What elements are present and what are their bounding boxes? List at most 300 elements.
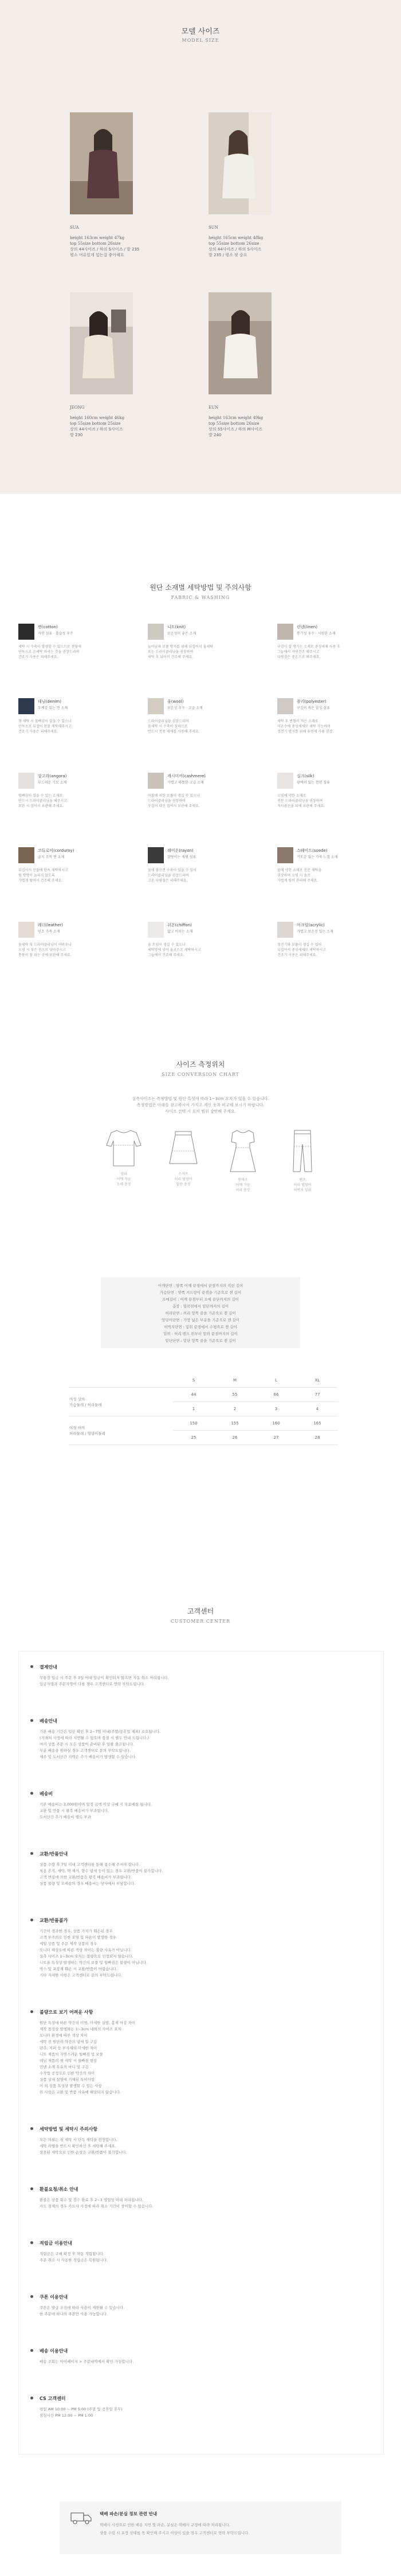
cs-policy-body: [40, 2020, 360, 2096]
cs-policy-line: 교환 및 반품 시 왕복 배송비가 부과됩니다.: [40, 1808, 109, 1813]
cs-policy-line: 원단 특성에 따른 약간의 이염, 미세한 실밥, 봉제 마감 차이: [40, 2021, 136, 2025]
garment-measure: 허리 엉덩이: [174, 1177, 192, 1181]
fabric-description-line: 단독으로 손세탁 하시는 것을 권장드리며: [18, 650, 80, 654]
pants-illustration: [284, 1128, 321, 1174]
size-intro-line: 실측사이즈는 측정방법 및 원단 특성에 따라 1~3cm 오차가 있을 수 있습니다.: [132, 1097, 269, 1101]
fabric-summary: 골지 조직 면 소재: [38, 855, 65, 859]
cs-policy-item: [40, 2294, 360, 2317]
fabric-summary: 부드러운 기모 소재: [38, 781, 67, 785]
fabric-description-line: 그늘에서 건조해 주세요.: [148, 953, 184, 957]
cs-policy-item: [40, 1851, 360, 1887]
size-table-cell: [69, 1373, 173, 1388]
garment-skirt-diagram: [160, 1128, 206, 1187]
cs-policy-title: 환불요청/취소 안내: [40, 2187, 78, 2192]
fabric-description-line: 마찰에 의한 보풀이 생길 수 있으니: [148, 794, 200, 798]
model-size-section: [0, 0, 401, 494]
model-card: [70, 112, 205, 258]
fabric-description-line: 털빠짐이 있을 수 있는 소재로: [18, 794, 63, 798]
fabric-description: [18, 793, 121, 809]
size-table-cell: 2: [214, 1402, 255, 1416]
cs-policy-line: 점심시간 PM 12:00 ~ PM 1:00: [40, 2413, 93, 2418]
cs-policy-line: 환불은 상품 회수 및 검수 완료 후 2~3 영업일 이내 처리됩니다.: [40, 2198, 143, 2202]
cs-policy-line: 기간이 경과한 경우, 상품 가치가 훼손된 경우: [40, 1929, 113, 1933]
cs-policy-body: [40, 2359, 360, 2365]
size-table-cell: 160: [255, 1416, 297, 1431]
cs-policy-line: 상품 상세 설명에 기재된 특이사항: [40, 2077, 95, 2082]
model-card: [70, 292, 205, 438]
fabric-description: [148, 793, 251, 809]
cs-policy-line: 박스 및 포장재 훼손 시 교환/반품이 어렵습니다.: [40, 1967, 117, 1971]
cs-policy-line: 주문 취소 시 사용한 적립금은 복원됩니다.: [40, 2258, 108, 2262]
fabric-description-line: 물에 약한 소재로 전문 세탁을: [277, 868, 322, 872]
fabric-description: [148, 644, 251, 660]
fabric-name: 실크(silk): [297, 774, 314, 778]
fabric-summary: 얇고 비치는 소재: [167, 930, 193, 934]
cs-policy-item: [40, 1791, 360, 1821]
fabric-description: [148, 719, 251, 734]
fabric-swatch: [277, 922, 293, 938]
size-table-cell: L: [255, 1373, 297, 1388]
model-section-subtitle: MODEL SIZE: [182, 38, 219, 43]
measurement-guide-line: 밑위 : 허리 밴드 위부터 밑위 끝점까지의 길이: [163, 1332, 238, 1336]
fabric-description: [18, 868, 121, 883]
fabric-swatch: [18, 922, 34, 938]
fabric-item: [277, 922, 380, 977]
cs-policy-line: 세탁 라벨을 반드시 확인하신 후 세탁해 주세요.: [40, 2144, 116, 2148]
size-table-cell: S: [173, 1373, 214, 1388]
fabric-description: [277, 644, 380, 660]
garment-measure: 허리 총장: [235, 1188, 250, 1192]
fabric-summary: 구김이 적은 합성 섬유: [297, 706, 330, 710]
fabric-description-line: 첫 세탁 시 물빠짐이 있을 수 있으니: [18, 719, 72, 723]
fabric-description-line: 통풍이 잘 되는 곳에 보관해 주세요.: [18, 953, 72, 957]
bullet-icon: [30, 2397, 33, 2399]
cs-policy-line: 기본 배송 기간은 입금 확인 후 2~7일 이내(주말/공휴일 제외) 소요됩니다.: [40, 1729, 161, 1734]
fabric-description-line: 늘어남과 보풀 방지를 위해 뒤집어서 울세탁: [148, 645, 213, 649]
fabric-description: [18, 719, 121, 734]
cs-policy-line: 이 외 상품 특성상 발생할 수 있는 사항: [40, 2084, 102, 2088]
cs-policy-line: 단추, 지퍼 등 부자재의 미세한 차이: [40, 2046, 97, 2050]
cs-policy-line: 데님 제품의 첫 세탁 시 물빠짐 현상: [40, 2058, 97, 2063]
fabric-description: [277, 719, 380, 734]
model-spec: 상의 44사이즈 / 하의 S사이즈 / 발 235: [70, 247, 140, 252]
model-spec: top 55size bottom 26size: [70, 241, 121, 246]
fabric-swatch: [148, 698, 164, 714]
garment-measure: 어깨 가슴: [116, 1177, 131, 1181]
model-card: [209, 292, 344, 438]
size-table-cell: 165: [297, 1416, 338, 1431]
fabric-swatch: [148, 773, 164, 789]
top-illustration: [105, 1128, 142, 1168]
cs-section-subtitle: CUSTOMER CENTER: [171, 1619, 230, 1624]
fabric-item: [277, 847, 380, 902]
fabric-name: 면(cotton): [38, 625, 58, 629]
model-spec: 발 235 / 평소 핏 중요: [209, 253, 247, 257]
cs-policy-line: 무통장 입금 시 주문 후 3일 이내 입금이 확인되지 않으면 자동 취소 처리됩니다.: [40, 1675, 169, 1680]
cs-policy-title: 배송비: [40, 1791, 53, 1796]
delivery-notice-line: 택배사 사정으로 인한 배송 지연 및 파손, 분실은 택배사 규정에 따라 처리됩니다.: [100, 2523, 230, 2527]
garment-caption: [220, 1177, 266, 1193]
cs-policy-line: 카드 결제의 경우 카드사 사정에 따라 취소 기간이 상이할 수 있습니다.: [40, 2204, 154, 2209]
cs-policy-line: 상품 수령 후 7일 이내 고객센터를 통해 접수해 주셔야 합니다.: [40, 1862, 140, 1867]
measurement-guide-line: 허벅지단면 : 밑위 끝점에서 수평으로 잰 길이: [164, 1325, 237, 1329]
model-spec: height 163cm weight 49kg: [209, 416, 264, 420]
bullet-icon: [30, 1919, 33, 1921]
fabric-swatch: [148, 624, 164, 640]
fabric-swatch: [148, 847, 164, 863]
model-photo: [209, 112, 272, 214]
garment-caption: [160, 1172, 206, 1187]
fabric-description: [18, 942, 121, 958]
size-table-cell: 55: [214, 1388, 255, 1402]
fabric-swatch: [277, 773, 293, 789]
size-section-subtitle: SIZE CONVERSION CHART: [162, 1072, 239, 1077]
fabric-description-line: 세탁 후 변형이 적은 소재로: [277, 719, 319, 723]
model-spec: top 55size bottom 26size: [209, 421, 260, 426]
size-table-cell: XL: [297, 1373, 338, 1388]
size-table-cell: 27: [255, 1431, 297, 1445]
cs-policy-line: 실측 사이즈 1~3cm 오차는 불량으로 인정되지 않습니다.: [40, 1954, 133, 1959]
garment-top-diagram: [101, 1128, 147, 1187]
fabric-name: 데님(denim): [38, 699, 61, 704]
cs-policy-line: 세일 상품 및 주문 제작 상품의 경우: [40, 1941, 97, 1946]
fabric-description-line: 그늘에서 자연건조 해주시고: [277, 650, 320, 654]
garment-label: 상의: [120, 1172, 127, 1176]
model-spec: height 160cm weight 46kg: [70, 416, 125, 420]
fabric-description-line: 털 방향이 눌리지 않도록: [18, 874, 55, 878]
fabric-description-line: 반드시 전용 세제를 사용해 주세요.: [148, 730, 200, 734]
fabric-description-line: 정전기 방지를 위해 유연제 사용 권장.: [277, 730, 334, 734]
fabric-description-line: 오염 시 젖은 천으로 닦아주시고: [18, 948, 66, 952]
fabric-summary: 자연 섬유 · 흡습성 우수: [38, 632, 73, 636]
cs-policy-title: 배송 이용안내: [40, 2348, 68, 2354]
size-table-cell: 3: [255, 1402, 297, 1416]
fabric-section-title: 원단 소재별 세탁방법 및 주의사항: [150, 584, 251, 592]
fabric-description-line: 세탁 시 수축이 발생할 수 있으므로 찬물에: [18, 645, 81, 649]
fabric-description-line: 다림질은 중온으로 해주세요.: [277, 655, 321, 659]
fabric-item: [18, 847, 121, 902]
cs-policy-item: [40, 1664, 360, 1688]
cs-policy-line: 입금자명과 주문자명이 다를 경우 고객센터로 연락 부탁드립니다.: [40, 1682, 145, 1686]
fabric-description-line: 가볍게 털어 관리해 주세요.: [277, 879, 319, 883]
size-group-desc: 허리둘레 / 엉덩이둘레: [69, 1431, 105, 1436]
model-spec: 상의 44사이즈 / 하의 S사이즈: [70, 427, 123, 432]
bullet-icon: [30, 2349, 33, 2352]
cs-policy-title: 교환/반품불가: [40, 1918, 68, 1923]
cs-policy-title: 결제안내: [40, 1665, 57, 1670]
size-table-row: [69, 1388, 338, 1402]
model-spec: top 55size bottom 25size: [70, 421, 121, 426]
fabric-summary: 가볍고 따뜻한 고급 소재: [167, 781, 204, 785]
model-photo: [70, 292, 133, 394]
fabric-item: [18, 922, 121, 977]
customer-center-box: [18, 1651, 384, 2454]
cs-policy-line: 세탁 전 원단의 약간의 냄새 및 구김: [40, 2039, 97, 2044]
fabric-description-line: 드라이클리닝을 권장하며: [148, 799, 186, 803]
fabric-description: [18, 644, 121, 660]
cs-policy-line: 상품 불량 및 오배송의 경우 배송비는 당사에서 부담합니다.: [40, 1881, 136, 1886]
cs-policy-line: 배송 조회는 마이페이지 > 주문내역에서 확인 가능합니다.: [40, 2359, 134, 2364]
fabric-description-line: 물에 닿으면 수축이 있을 수 있어: [148, 868, 196, 872]
cs-policy-line: 한 주문에 하나의 쿠폰만 사용 가능합니다.: [40, 2312, 108, 2316]
cs-policy-title: 쿠폰 이용안내: [40, 2295, 68, 2300]
garment-caption: [101, 1172, 147, 1187]
cs-policy-line: 여러 상품 주문 시 모든 상품이 준비된 후 일괄 출고됩니다.: [40, 1742, 135, 1747]
cs-policy-line: (거래처 사정에 따라 지연될 수 있으며 품절 시 별도 안내 드립니다.): [40, 1736, 150, 1740]
model-spec: 상의 55사이즈 / 하의 M사이즈: [209, 427, 262, 432]
fabric-summary: 보온성이 좋은 소재: [167, 632, 196, 636]
bullet-icon: [30, 2010, 33, 2013]
cs-policy-line: 모든 의류는 첫 세탁 시 단독 세탁을 권장합니다.: [40, 2137, 117, 2142]
fabric-item: [148, 624, 251, 679]
size-table-cell: 155: [214, 1416, 255, 1431]
cs-policy-line: 착용 흔적, 세탁, 택 제거, 향수 냄새 등이 있는 경우 교환/반품이 불가합니다.: [40, 1869, 163, 1873]
cs-policy-line: 쿠폰은 발급 조건에 따라 사용이 제한될 수 있습니다.: [40, 2305, 125, 2310]
measurement-guide-line: 가슴단면 : 양쪽 겨드랑이 끝점을 기준으로 잰 길이: [159, 1290, 242, 1295]
cs-policy-title: CS 고객센터: [40, 2396, 66, 2401]
measurement-guide-line: 소매길이 : 어깨 끝점부터 소매 끝단까지의 길이: [162, 1297, 239, 1302]
fabric-name: 코듀로이(corduroy): [38, 848, 74, 853]
fabric-summary: 통기성 우수 · 시원한 소재: [297, 632, 336, 636]
measurement-guide-line: 총장 : 옆목점에서 밑단까지의 길이: [172, 1304, 229, 1309]
bullet-icon: [30, 1792, 33, 1795]
fabric-name: 아크릴(acrylic): [297, 923, 325, 927]
model-spec: 상의 44사이즈 / 하의 S사이즈: [209, 247, 262, 252]
fabric-section-subtitle: FABRIC & WASHING: [171, 595, 230, 600]
cs-policy-line: 기타 자세한 사항은 고객센터로 문의 부탁드립니다.: [40, 1973, 123, 1978]
measurement-guide-box: [101, 1277, 300, 1348]
bullet-icon: [30, 2187, 33, 2190]
size-intro-line: 측정방법은 아래를 참고하시어 가지고 계신 옷과 비교해 보시기 바랍니다.: [136, 1103, 265, 1107]
fabric-summary: 가볍고 보온성 있는 소재: [297, 930, 333, 934]
fabric-item: [18, 698, 121, 753]
cs-policy-body: [40, 1802, 360, 1821]
model-card: [209, 112, 344, 258]
bullet-icon: [30, 2241, 33, 2244]
cs-policy-line: 위 사항은 교환 및 반품 사유에 해당되지 않습니다.: [40, 2090, 121, 2095]
fabric-description-line: 물세탁 시 수축이 심하므로: [148, 725, 188, 729]
cs-policy-body: [40, 2197, 360, 2210]
cs-policy-item: [40, 2240, 360, 2264]
skirt-illustration: [165, 1128, 202, 1168]
cs-policy-title: 배송안내: [40, 1718, 57, 1724]
garment-label: 원피스: [238, 1178, 248, 1182]
measurement-guide-line: 엉덩이단면 : 가장 넓은 부분을 기준으로 잰 길이: [162, 1318, 239, 1322]
size-intro-line: 사이즈 선택 시 오차 범위 감안해 주세요.: [165, 1109, 236, 1114]
fabric-summary: 보온성 우수 · 고급 소재: [167, 706, 203, 710]
fabric-description-line: 보관 시 접어서 보관해 주세요.: [18, 804, 64, 808]
fabric-description: [148, 942, 251, 958]
size-table-cell: 4: [297, 1402, 338, 1416]
fabric-summary: 기모감 있는 가죽 느낌 소재: [297, 855, 338, 859]
fabric-name: 캐시미어(cashmere): [167, 774, 206, 778]
model-spec: height 165cm weight 48kg: [209, 236, 264, 240]
size-table-cell: 66: [255, 1388, 297, 1402]
fabric-summary: 두께감 있는 면 소재: [38, 706, 68, 710]
size-table-cell: M: [214, 1373, 255, 1388]
size-table: [69, 1373, 338, 1445]
cs-policy-line: 적립금은 구매 확정 후 자동 적립됩니다.: [40, 2252, 104, 2256]
fabric-description-line: 전문 드라이클리닝을 권장하며: [277, 799, 323, 803]
garment-measure: 허벅지 밑위: [293, 1188, 312, 1192]
garment-measure: 어깨 가슴: [235, 1183, 250, 1187]
fabric-swatch: [18, 698, 34, 714]
fabric-item: [277, 624, 380, 679]
bullet-icon: [30, 2127, 33, 2130]
fabric-item: [148, 922, 251, 977]
cs-policy-line: 제작 공정상 발생하는 1~3cm 내외의 사이즈 오차: [40, 2027, 121, 2031]
cs-policy-line: 린넨 소재 특유의 마디 및 구김: [40, 2065, 89, 2069]
fabric-item: [277, 773, 380, 828]
garment-measure: 허리 엉덩이: [293, 1183, 312, 1187]
fabric-description-line: 올 트임이 생길 수 있으니: [148, 943, 186, 947]
fabric-description-line: 세탁 후 뉘어서 건조해 주세요.: [148, 655, 194, 659]
delivery-notice-title: 택배 파손/분실 정보 관련 안내: [100, 2511, 158, 2516]
fabric-swatch: [18, 773, 34, 789]
fabric-name: 린넨(linen): [297, 625, 318, 629]
dress-illustration: [225, 1128, 261, 1174]
fabric-description-line: 옷걸이 대신 접어서 보관해 주세요.: [148, 804, 200, 808]
size-table-group-label: [69, 1388, 173, 1416]
fabric-description-line: 건조기 사용은 피해주세요.: [277, 953, 317, 957]
size-table-cell: 1: [173, 1402, 214, 1416]
cs-policy-title: 세탁방법 및 세탁시 주의사항: [40, 2127, 98, 2132]
fabric-name: 쉬폰(chiffon): [167, 923, 192, 927]
cs-policy-body: [40, 1729, 360, 1760]
cs-policy-line: 평일 AM 10:00 ~ PM 5:00 (주말 및 공휴일 휴무): [40, 2407, 123, 2411]
fabric-description: [277, 793, 380, 809]
fabric-description: [148, 868, 251, 883]
fabric-description-line: 물세탁 및 드라이클리닝이 어려우니: [18, 943, 72, 947]
garment-dress-diagram: [220, 1128, 266, 1193]
fabric-description-line: 드라이클리닝을 권장드리며: [148, 874, 189, 878]
fabric-swatch: [18, 847, 34, 863]
cs-policy-item: [40, 2126, 360, 2156]
measurement-guide-line: 밑단단면 : 밑단 양쪽 끝을 기준으로 잰 길이: [165, 1338, 236, 1343]
size-table-cell: 25: [173, 1431, 214, 1445]
fabric-name: 니트(knit): [167, 625, 186, 629]
model-name: EUN: [209, 405, 219, 410]
cs-policy-body: [40, 1928, 360, 1979]
cs-policy-line: 도서산간 추가 배송비 별도 부과: [40, 1815, 91, 1819]
cs-policy-body: [40, 2251, 360, 2264]
fabric-item: [18, 624, 121, 679]
cs-policy-line: 잘못된 세탁으로 인한 손상은 교환/반품이 불가합니다.: [40, 2150, 127, 2155]
delivery-notice-line: 상품 수령 시 포장 상태를 꼭 확인해 주시고 이상이 있을 경우 고객센터로 연락 부탁드립니다.: [100, 2531, 250, 2535]
cs-policy-item: [40, 2009, 360, 2096]
fabric-name: 레이온(rayon): [167, 848, 194, 853]
size-intro: [57, 1096, 344, 1115]
cs-policy-body: [40, 2305, 360, 2317]
size-table-cell: 77: [297, 1388, 338, 1402]
fabric-name: 울(wool): [167, 699, 184, 704]
size-group-name: 여성 하의: [69, 1425, 85, 1430]
fabric-description-line: 미온수에 중성세제로 세탁 가능하며: [277, 725, 331, 729]
cs-policy-body: [40, 2406, 360, 2419]
cs-policy-line: 부분 배송을 원하실 경우 고객센터로 문의 부탁드립니다.: [40, 1748, 131, 1753]
bullet-icon: [30, 2295, 33, 2298]
fabric-description-line: 또는 드라이클리닝을 권장하며: [148, 650, 194, 654]
size-group-desc: 가슴둘레 / 허리둘레: [69, 1402, 102, 1407]
fabric-summary: 인조 가죽 소재: [38, 930, 60, 934]
fabric-description-line: 뒤집어서 중성세제로 세탁하시고: [277, 948, 326, 952]
size-table-header: [69, 1373, 338, 1388]
model-photo: [209, 292, 272, 394]
cs-policy-line: 제주 및 도서산간 지역은 추가 배송비가 발생할 수 있습니다.: [40, 1755, 137, 1759]
fabric-item: [148, 847, 251, 902]
size-table-cell: 44: [173, 1388, 214, 1402]
delivery-notice-box: [60, 2501, 341, 2554]
cs-policy-item: [40, 2395, 360, 2419]
cs-policy-body: [40, 2137, 360, 2156]
size-table-group-label: [69, 1416, 173, 1445]
cs-policy-line: 수작업 공정으로 인한 약간의 차이: [40, 2071, 95, 2076]
fabric-description-line: 오염에 약한 소재로: [277, 794, 306, 798]
fabric-summary: 찰랑이는 재생 섬유: [167, 855, 196, 859]
cs-policy-item: [40, 1917, 360, 1979]
fabric-item: [148, 773, 251, 828]
cs-policy-line: 니트 제품의 자연스러운 털빠짐 및 보풀: [40, 2052, 103, 2057]
model-section-title: 모델 사이즈: [181, 28, 220, 36]
fabric-swatch: [277, 624, 293, 640]
cs-policy-title: 불량으로 보기 어려운 사항: [40, 2010, 93, 2015]
cs-policy-item: [40, 2348, 360, 2365]
cs-policy-line: 기본 배송비는 3,000원이며 일정 금액 이상 구매 시 무료배송 됩니다.: [40, 1802, 152, 1807]
size-table-cell: 28: [297, 1431, 338, 1445]
cs-policy-line: 니트류 특성상 발생하는 약간의 보풀 및 털빠짐은 불량이 아닙니다.: [40, 1960, 148, 1965]
truck-icon: [70, 2510, 93, 2526]
cs-policy-line: 고객 부주의로 인한 오염 및 파손이 발생한 경우: [40, 1935, 116, 1940]
bullet-icon: [30, 1665, 33, 1668]
fabric-name: 스웨이드(suede): [297, 848, 328, 853]
fabric-summary: 광택이 있는 천연 섬유: [297, 781, 330, 785]
fabric-item: [277, 698, 380, 753]
fabric-description-line: 건조기 사용은 피해주세요.: [18, 655, 58, 659]
model-photo: [70, 112, 133, 214]
garment-label: 스커트: [178, 1172, 188, 1176]
fabric-description-line: 뒤집어서 찬물에 단독 세탁하시고: [18, 868, 68, 872]
fabric-swatch: [148, 922, 164, 938]
cs-section-title: 고객센터: [187, 1607, 214, 1615]
model-spec: height 163cm weight 47kg: [70, 236, 125, 240]
size-table-cell: 150: [173, 1416, 214, 1431]
model-spec: 발 230: [70, 433, 83, 437]
measurement-guide-line: 어깨단면 : 양쪽 어깨 끝점에서 끝점까지의 직선 길이: [158, 1283, 243, 1288]
cs-policy-body: [40, 1675, 360, 1688]
fabric-description-line: 가볍게 털어서 건조해 주세요.: [18, 879, 63, 883]
garment-measure: 밑단 총장: [176, 1183, 191, 1187]
garment-measure: 소매 총장: [116, 1183, 131, 1187]
cs-policy-line: 모니터 환경에 따른 색상 차이: [40, 2033, 88, 2038]
fabric-description-line: 구김이 잘 생기는 소재로 중성세제 사용 후: [277, 645, 340, 649]
garment-caption: [280, 1177, 325, 1193]
size-section-title: 사이즈 측정위치: [176, 1060, 225, 1068]
cs-policy-item: [40, 2186, 360, 2210]
model-spec: top 55size bottom 26size: [209, 241, 260, 246]
fabric-description-line: 건조기 사용은 피해주세요.: [18, 730, 58, 734]
cs-policy-title: 교환/반품안내: [40, 1851, 68, 1857]
fabric-swatch: [277, 698, 293, 714]
size-table-cell: 26: [214, 1431, 255, 1445]
garment-pants-diagram: [280, 1128, 325, 1193]
cs-policy-line: 고객 변심에 의한 교환/반품은 왕복 배송비가 부과됩니다.: [40, 1875, 132, 1880]
fabric-description-line: 세탁망에 넣어 울코스로 세탁하시고: [148, 948, 201, 952]
size-group-name: 여성 상의: [69, 1396, 85, 1401]
cs-policy-line: 모니터 해상도에 따른 색상 차이는 불량 사유가 아닙니다.: [40, 1948, 132, 1952]
fabric-description-line: 직사광선을 피해 보관해 주세요.: [277, 804, 325, 808]
fabric-description-line: 단독으로 뒤집어 찬물 세탁해주시고: [18, 725, 72, 729]
fabric-name: 앙고라(angora): [38, 774, 67, 778]
